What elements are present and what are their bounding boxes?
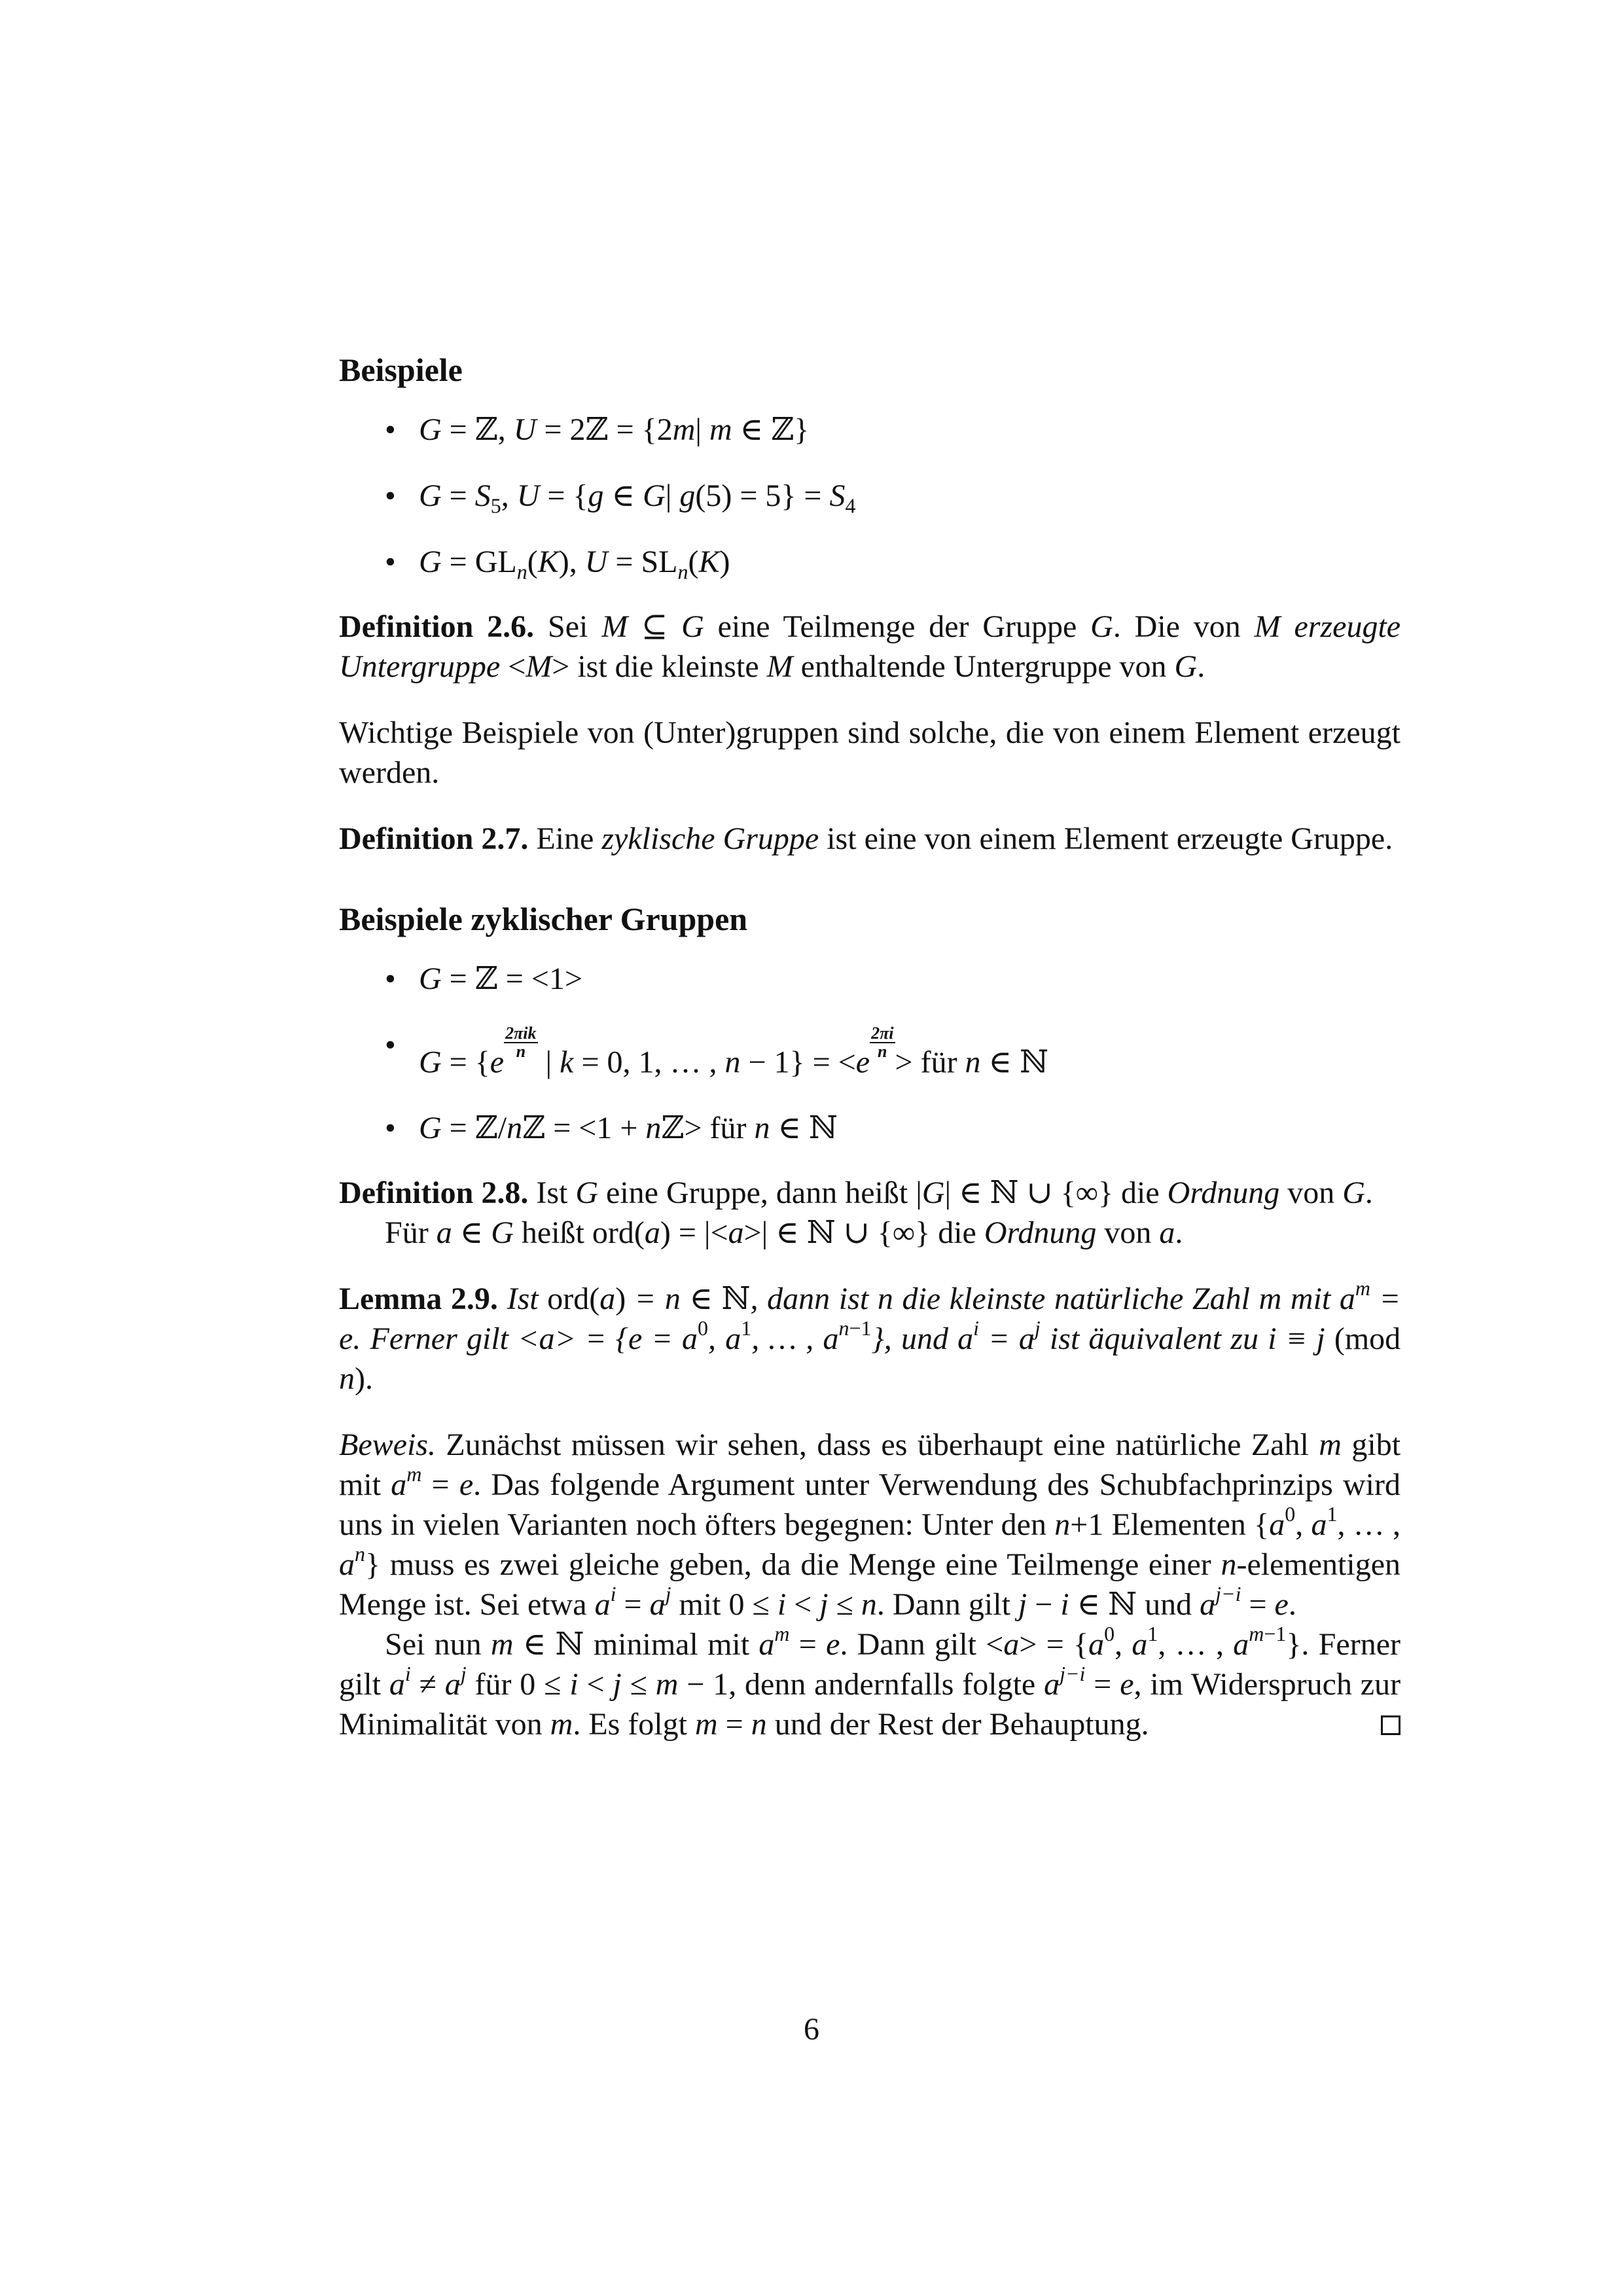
proof-text: Ferner gilt — [339, 1627, 1400, 1702]
proof-text: muss es zwei gleiche geben, da die Menge eine Teilmenge einer — [389, 1547, 1211, 1583]
definition-2-6: Definition 2.6. Sei M ⊆ G eine Teilmenge der Gruppe G. Die von M erzeugte Untergruppe <M> ist die kleinste M enthaltende Untergruppe von G. — [339, 609, 1401, 684]
lemma-label: Lemma 2.9. — [339, 1282, 498, 1317]
list-item: • $G = S_5$, U = {g ∈ G| $g(5) = 5\} = S_4$ — [339, 476, 1400, 516]
qed-icon — [1381, 1715, 1400, 1735]
definition-text: enthaltende Untergruppe von — [800, 649, 1167, 684]
proof-text: Zunächst müssen wir sehen, dass es überhaupt eine natürliche Zahl — [446, 1427, 1309, 1463]
proof-paragraph-1: Beweis. Zunächst müssen wir sehen, dass es überhaupt eine natürliche Zahl m gibt mit $a^m = e$. Das folgende Argument unter Verwendung des Schubfachprinzips wird uns in vielen Varianten noch öfters begegnen: Unter den n+1 Elementen {$a^0$, $a^1$, … , $a^n$} muss es zwei gleiche geben, da die Menge eine Teilmenge einer n-elementigen Menge ist. Sei etwa $a^i = a^j$ mit 0 ≤ i < j ≤ n. Dann gilt j − i ∈ ℕ und $a^{j-i} = e$. — [339, 1427, 1401, 1623]
proof-text: -elementigen Menge ist. Sei etwa — [339, 1547, 1400, 1623]
definition-2-8: Definition 2.8. Ist G eine Gruppe, dann heißt |G| ∈ ℕ ∪ {∞} die Ordnung von G. — [339, 1174, 1373, 1211]
definition-2-7 — [339, 819, 1400, 859]
page-number: 6 — [804, 2012, 819, 2047]
connector-text: für — [709, 1111, 747, 1146]
cyclic-examples-heading: Beispiele zyklischer Gruppen — [339, 901, 748, 937]
lemma-text: (mod — [1334, 1321, 1401, 1357]
lemma-text: Ist — [507, 1282, 539, 1317]
list-item: • $G = GL_n(K)$, $U = SL_n(K)$ — [339, 542, 1400, 582]
bullet-icon: • — [385, 412, 396, 447]
definition-text: heißt — [521, 1215, 584, 1251]
definition-label: Definition 2.7. — [339, 821, 529, 856]
list-item: • G = ℤ, U = 2ℤ = {2m| m ∈ ℤ} — [339, 410, 1400, 450]
proof-text: . Dann gilt — [840, 1627, 976, 1662]
definition-text: eine Teilmenge der Gruppe — [717, 609, 1077, 644]
definition-text: ist die kleinste — [577, 649, 759, 684]
proof-text: . Es folgt — [573, 1707, 687, 1742]
proof-text: mit — [679, 1587, 721, 1623]
proof-text: und — [1145, 1587, 1192, 1623]
definition-label: Definition 2.6. — [339, 609, 535, 644]
bullet-icon: • — [385, 961, 396, 996]
lemma-text: die kleinste natürliche Zahl — [902, 1282, 1250, 1317]
lemma-text: äquivalent zu — [1088, 1321, 1258, 1357]
definition-text: ist eine von einem Element erzeugte Gruppe. — [827, 821, 1393, 856]
defined-term: erzeugte Untergruppe — [339, 609, 1401, 684]
connector-text: für — [920, 1045, 957, 1080]
proof-label: Beweis. — [339, 1427, 436, 1463]
defined-term: zyklische Gruppe — [601, 821, 819, 856]
examples-heading: Beispiele — [339, 351, 463, 388]
bullet-icon: • — [385, 478, 396, 513]
proof-paragraph-2: Sei nun m ∈ ℕ minimal mit $a^m = e$. Dann gilt $<a> = \{a^0$, $a^1$, … , $a^{m-1}$}. Ferner gilt $a^i \ne a^j$ für 0 ≤ i < j ≤ m − 1, denn andernfalls folgte $a^{j-i} = e$, im Widerspruch zur Minimalität von m. Es folgt m = n und der Rest der Behauptung. — [339, 1622, 1401, 1742]
bullet-icon: • — [385, 545, 396, 579]
list-item: • G = {e $\frac{\text{2πik}}{n}$ | k = 0, 1, … , n − 1} = <e $\frac{2\pi i}{n}$ > für n ∈ ℕ — [385, 1024, 1048, 1081]
definition-2-8-line2: Für a ∈ G heißt ord(a) = |<a>| ∈ ℕ ∪ {∞} die Ordnung von a. — [385, 1214, 1183, 1251]
definition-text: von — [1104, 1215, 1152, 1251]
bullet-icon: • — [385, 1028, 396, 1062]
proof-text: Elementen — [1111, 1507, 1246, 1543]
lemma-text: ist — [1049, 1321, 1080, 1357]
cyclic-examples-list — [339, 959, 1400, 1148]
proof-text: , denn andernfalls folgte — [728, 1667, 1036, 1702]
proof-text: Sei nun — [385, 1627, 482, 1662]
definition-text: eine Gruppe, dann heißt — [606, 1175, 908, 1211]
proof-text: Dann gilt — [892, 1587, 1010, 1623]
definition-text: Eine — [536, 821, 594, 856]
bullet-icon: • — [385, 1111, 396, 1146]
definition-label: Definition 2.8. — [339, 1175, 529, 1211]
proof-text: gibt mit — [339, 1427, 1401, 1503]
defined-term: Ordnung — [984, 1215, 1097, 1251]
lemma-text: mit — [1290, 1282, 1331, 1317]
lemma-text: , und — [883, 1321, 948, 1357]
definition-text: Sei — [548, 609, 588, 644]
proof-text: für — [474, 1667, 512, 1702]
lemma-text: , dann ist — [750, 1282, 869, 1317]
definition-text: die — [938, 1215, 976, 1251]
definition-text: Ist — [536, 1175, 568, 1211]
lemma-2-9: Lemma 2.9. Ist ord(a) = n ∈ ℕ, dann ist n die kleinste natürliche Zahl m mit $a^m = e$. Ferner gilt $<a> = \{e = a^0$, $a^1$, … , $a^{n-1}$}, und $a^i = a^j$ ist äquivalent zu i ≡ j (mod n). — [339, 1276, 1401, 1397]
definition-text: Für — [385, 1215, 429, 1251]
definition-text: von — [1287, 1175, 1335, 1211]
intro-paragraph: Wichtige Beispiele von (Unter)gruppen sind solche, die von einem Element erzeugt werden. — [339, 715, 1400, 790]
lemma-text: . Ferner gilt — [353, 1321, 508, 1357]
page-body — [339, 350, 1400, 1744]
proof-text: . Das folgende Argument unter Verwendung des Schubfachprinzips wird uns in vielen Varianten noch öfters begegnen: Unter den — [339, 1467, 1400, 1543]
definition-text: die — [1121, 1175, 1160, 1211]
list-item: • G = ℤ/nℤ = <1 + nℤ> für n ∈ ℕ — [339, 1108, 1400, 1148]
defined-term: Ordnung — [1167, 1175, 1280, 1211]
definition-text: . Die von — [1113, 609, 1241, 644]
list-item: • G = ℤ = <1> — [339, 959, 1400, 999]
proof-text: und der Rest der Behauptung. — [774, 1707, 1149, 1742]
proof-text: im Widerspruch zur Minimalität von — [339, 1667, 1401, 1742]
examples-list — [339, 410, 1400, 582]
proof-text: minimal mit — [593, 1627, 750, 1662]
